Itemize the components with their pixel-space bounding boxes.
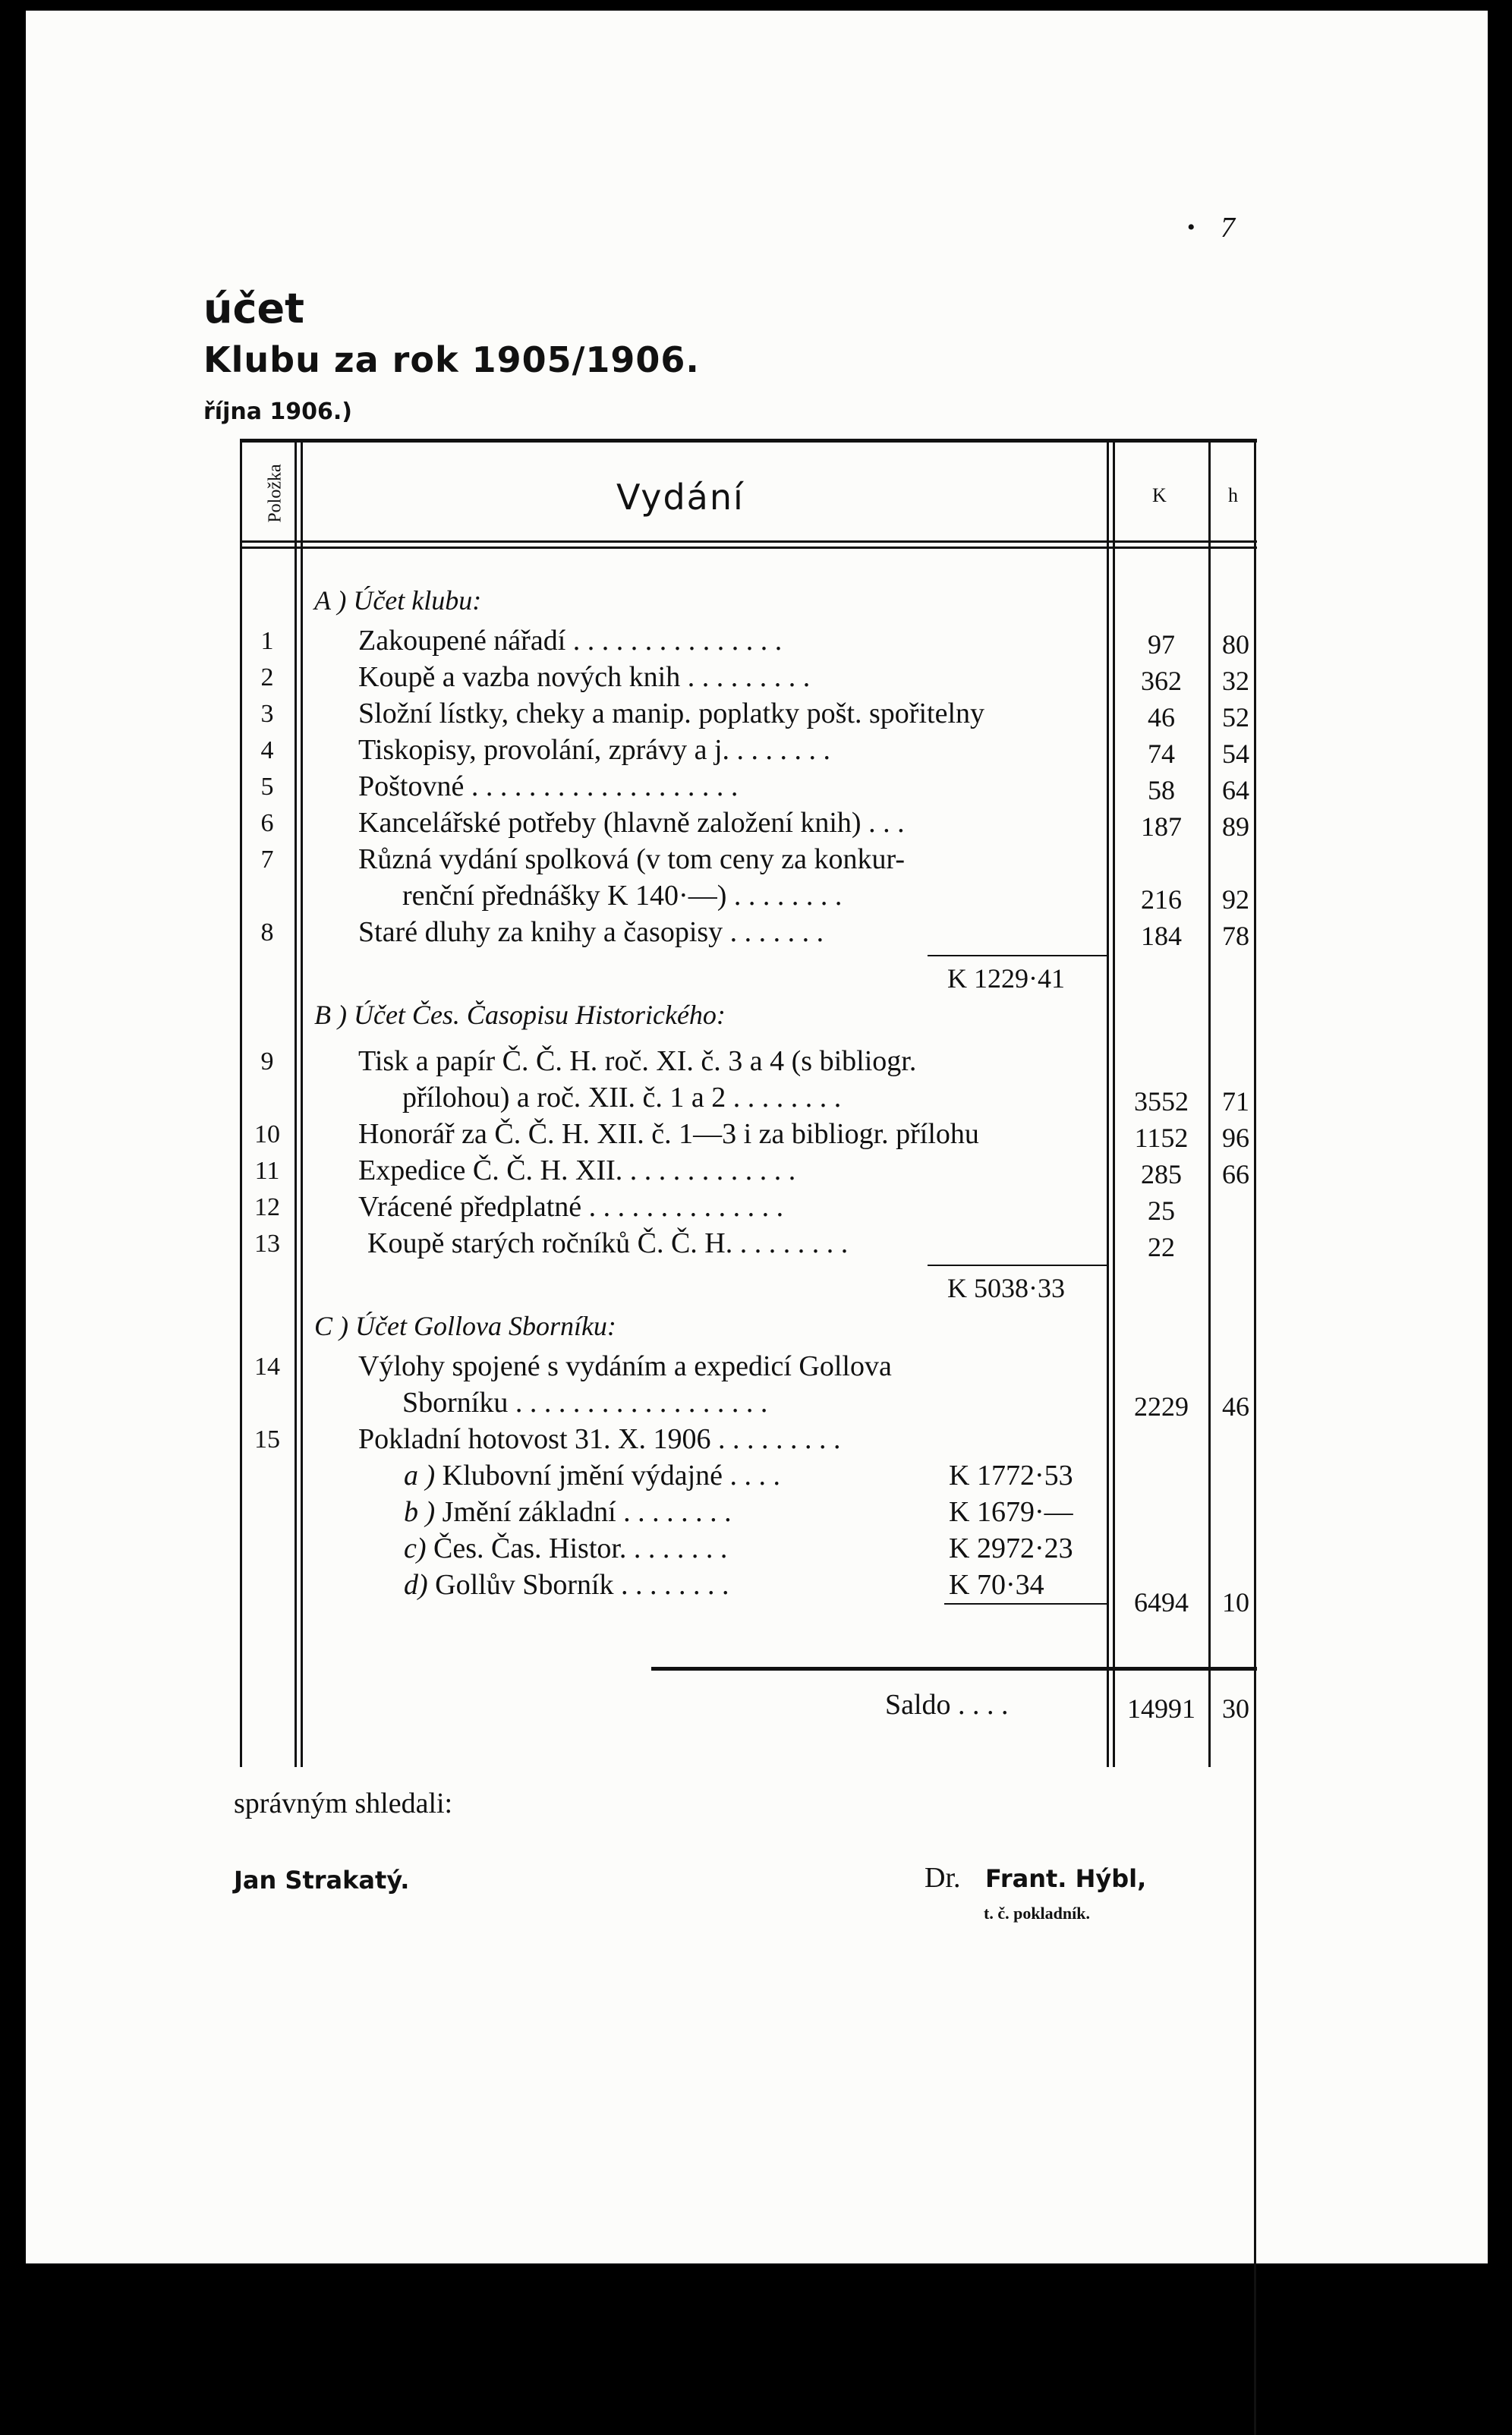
row-desc: Pokladní hotovost 31. X. 1906 . . . . . . . . . [358, 1423, 841, 1455]
section-b-title: B ) Účet Čes. Časopisu Historického: [314, 1000, 726, 1030]
col-divider-2b [1113, 439, 1115, 1767]
signer-right-role: t. č. pokladník. [984, 1904, 1090, 1923]
row-h: 80 [1222, 629, 1249, 660]
row-num: 4 [260, 736, 274, 764]
row-h: 92 [1222, 884, 1249, 915]
row-k: 58 [1148, 775, 1175, 805]
row-h: 78 [1222, 921, 1249, 951]
row-k: 285 [1141, 1159, 1182, 1189]
subtotal-b: K 5038·33 [947, 1273, 1065, 1303]
row-num: 2 [260, 663, 274, 691]
col-divider-1b [301, 439, 303, 1767]
row-num: 12 [254, 1193, 280, 1221]
row-desc: Různá vydání spolková (v tom ceny za konkur- [358, 843, 905, 875]
cash-item-b-value: K 1679·— [949, 1496, 1073, 1528]
row-num: 13 [254, 1230, 280, 1258]
section-a-title: A ) Účet klubu: [314, 585, 482, 616]
row-desc: Koupě starých ročníků Č. Č. H. . . . . . . . . [367, 1227, 849, 1259]
signer-right: Frant. Hýbl, [985, 1864, 1147, 1893]
row-num: 1 [260, 627, 274, 655]
row-h: 54 [1222, 739, 1249, 769]
cash-total-h: 10 [1222, 1587, 1249, 1618]
row-k: 46 [1148, 702, 1175, 732]
saldo-h: 30 [1222, 1693, 1249, 1724]
signer-right-prefix: Dr. [925, 1862, 961, 1894]
table-top-rule [241, 439, 1257, 443]
cash-item-d-value: K 70·34 [949, 1569, 1044, 1601]
cash-item-a-value: K 1772·53 [949, 1460, 1073, 1492]
row-h: 71 [1222, 1086, 1249, 1117]
verified-text: správným shledali: [234, 1788, 453, 1819]
table-header-rule-1 [241, 540, 1257, 543]
row-h: 89 [1222, 811, 1249, 842]
row-k: 362 [1141, 666, 1182, 696]
header-polozka: Položka [265, 464, 285, 523]
row-num: 9 [260, 1047, 274, 1076]
cash-item-c: c) Čes. Čas. Histor. . . . . . . . [404, 1533, 728, 1564]
header-k: K [1152, 484, 1167, 506]
row-k: 3552 [1134, 1086, 1189, 1117]
row-desc: Zakoupené nářadí . . . . . . . . . . . . . . . [358, 625, 783, 657]
row-k: 22 [1148, 1232, 1175, 1262]
row-h: 64 [1222, 775, 1249, 805]
subtotal-rule-a [928, 955, 1107, 956]
row-k: 216 [1141, 884, 1182, 915]
table-left-rule [240, 439, 242, 1767]
row-desc: Složní lístky, cheky a manip. poplatky pošt. spořitelny [358, 698, 984, 729]
row-h: 32 [1222, 666, 1249, 696]
page-dot: • [1187, 215, 1195, 240]
row-k: 1152 [1134, 1123, 1189, 1153]
row-desc: Kancelářské potřeby (hlavně založení knih) . . . [358, 807, 905, 839]
cash-item-d: d) Gollův Sborník . . . . . . . . [404, 1569, 729, 1601]
row-k: 97 [1148, 629, 1175, 660]
page-title: účet [203, 285, 304, 332]
row-desc: Expedice Č. Č. H. XII. . . . . . . . . . . . . [358, 1154, 796, 1186]
row-desc: Vrácené předplatné . . . . . . . . . . . . . . [358, 1191, 784, 1223]
section-c-title: C ) Účet Gollova Sborníku: [314, 1311, 616, 1341]
row-desc: Koupě a vazba nových knih . . . . . . . . . [358, 661, 811, 693]
row-num: 6 [260, 809, 274, 837]
saldo-rule [651, 1667, 1257, 1671]
subtotal-a: K 1229·41 [947, 963, 1065, 994]
row-desc: Honorář za Č. Č. H. XII. č. 1—3 i za bibliogr. přílohu [358, 1118, 979, 1150]
row-num: 8 [260, 918, 274, 947]
page-number: 7 [1221, 212, 1235, 244]
saldo-label: Saldo . . . . [885, 1689, 1009, 1721]
row-k: 2229 [1134, 1391, 1189, 1422]
row-num: 10 [254, 1120, 280, 1148]
date-fragment: října 1906.) [203, 398, 353, 425]
row-h: 52 [1222, 702, 1249, 732]
row-desc: Tisk a papír Č. Č. H. roč. XI. č. 3 a 4 (s bibliogr. [358, 1045, 917, 1077]
cash-item-c-value: K 2972·23 [949, 1533, 1073, 1564]
header-h: h [1228, 484, 1238, 506]
row-k: 25 [1148, 1195, 1175, 1226]
row-h: 96 [1222, 1123, 1249, 1153]
row-desc: Tiskopisy, provolání, zprávy a j. . . . . . . . [358, 734, 831, 766]
row-k: 74 [1148, 739, 1175, 769]
row-desc-cont: Sborníku . . . . . . . . . . . . . . . . . . [402, 1387, 768, 1419]
saldo-k: 14991 [1127, 1693, 1195, 1724]
row-num: 11 [254, 1157, 280, 1185]
row-h: 66 [1222, 1159, 1249, 1189]
row-h: 46 [1222, 1391, 1249, 1422]
col-divider-1a [295, 439, 297, 1767]
row-desc: Staré dluhy za knihy a časopisy . . . . . . . [358, 916, 824, 948]
cash-rule [944, 1603, 1107, 1605]
row-k: 184 [1141, 921, 1182, 951]
row-num: 15 [254, 1425, 280, 1454]
row-desc-cont: přílohou) a roč. XII. č. 1 a 2 . . . . . . . . [402, 1082, 842, 1114]
subtotal-rule-b [928, 1265, 1107, 1266]
cash-total-k: 6494 [1134, 1587, 1189, 1618]
row-desc-cont: renční přednášky K 140·—) . . . . . . . . [402, 880, 843, 912]
row-k: 187 [1141, 811, 1182, 842]
row-desc: Poštovné . . . . . . . . . . . . . . . . . . . [358, 770, 739, 802]
cash-item-a: a ) Klubovní jmění výdajné . . . . [404, 1460, 781, 1492]
row-num: 3 [260, 700, 274, 728]
row-num: 7 [260, 846, 274, 874]
row-num: 5 [260, 773, 274, 801]
signer-left: Jan Strakatý. [234, 1866, 410, 1895]
col-divider-2a [1107, 439, 1109, 1767]
row-num: 14 [254, 1353, 280, 1381]
page-subtitle: Klubu za rok 1905/1906. [203, 339, 700, 380]
row-desc: Výlohy spojené s vydáním a expedicí Gollova [358, 1350, 892, 1382]
cash-item-b: b ) Jmění základní . . . . . . . . [404, 1496, 732, 1528]
header-vydani: Vydání [616, 477, 745, 518]
table-header-rule-2 [241, 547, 1257, 549]
